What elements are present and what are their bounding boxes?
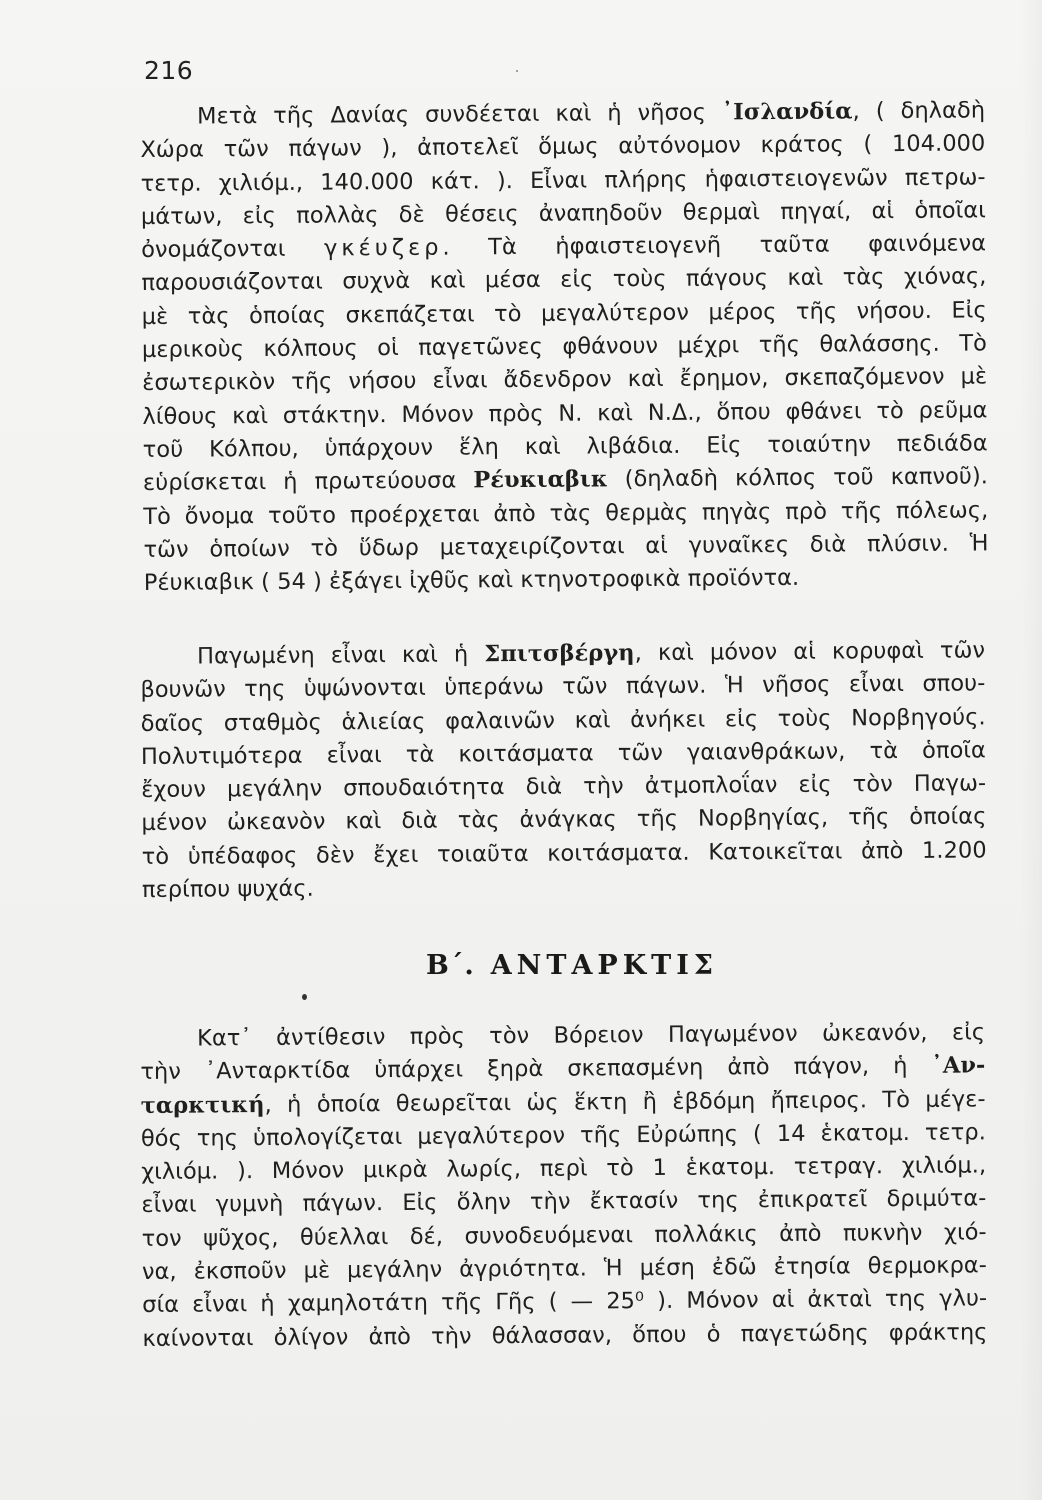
text-line: λίθους καὶ στάκτην. Μόνον πρὸς Ν. καὶ Ν.Δ., ὅπου φθάνει τὸ ρεῦμα <box>142 397 988 430</box>
text-line: να, ἐκσποῦν μὲ μεγάλην ἀγριότητα. Ἡ μέση ἐδῶ ἐτησία θερμοκρα- <box>141 1252 988 1286</box>
text-line: χιλιόμ. ). Μόνον μικρὰ λωρίς, περὶ τὸ 1 ἑκατομ. τετραγ. χιλιόμ., <box>141 1152 987 1186</box>
heading-title: ΑΝΤΑΡΚΤΙΣ <box>490 950 718 981</box>
text-segment: (δηλαδὴ κόλπος τοῦ καπνοῦ). <box>607 463 989 493</box>
text-line: Κατ᾿ ἀντίθεσιν πρὸς τὸν Βόρειον Παγωμένον ὠκεανόν, εἰς <box>197 1019 986 1052</box>
page-number: 216 <box>144 56 194 85</box>
page-edge-shadow <box>1020 0 1042 1500</box>
text-line: δαῖος σταθμὸς ἁλιείας φαλαινῶν καὶ ἀνήκει εἰς τοὺς Νορβηγούς. <box>140 703 986 737</box>
text-line: τετρ. χιλιόμ., 140.000 κάτ. ). Εἶναι πλήρης ἡφαιστειογενῶν πετρω- <box>140 163 986 197</box>
speck-mark <box>516 70 518 72</box>
text-segment: , καὶ μόνον αἱ κορυφαὶ τῶν <box>634 637 986 667</box>
paragraph-antarctica <box>140 1016 988 1356</box>
text-line: καίνονται ὀλίγον ἀπὸ τὴν θάλασσαν, ὅπου ὁ παγετώδης φράκτης <box>142 1319 988 1352</box>
text-line: τον ψῦχος, θύελλαι δέ, συνοδευόμεναι πολλάκις ἀπὸ πυκνὴν χιό- <box>141 1219 987 1252</box>
print-dot <box>302 994 307 1000</box>
text-segment: ὀνομάζονται <box>141 235 325 264</box>
text-line: βουνῶν της ὑψώνονται ὑπεράνω τῶν πάγων. Ἡ νῆσος εἶναι σπου- <box>140 670 986 704</box>
text-segment: εὑρίσκεται ἡ πρωτεύουσα <box>142 467 474 497</box>
text-line: θός της ὑπολογίζεται μεγαλύτερον τῆς Εὐρώπης ( 14 ἑκατομ. τετρ. <box>140 1119 986 1152</box>
term-geyser: γκέυζερ <box>323 234 443 262</box>
text-line: Χώρα τῶν πάγων ), ἀποτελεῖ ὅμως αὐτόνομον κράτος ( 104.000 <box>140 130 986 164</box>
term-antarctica-cont: ταρκτική <box>140 1091 265 1119</box>
text-line: Τὸ ὄνομα τοῦτο προέρχεται ἀπὸ τὰς θερμὰς πηγὰς πρὸ τῆς πόλεως, <box>143 496 989 530</box>
term-reykjavik: Ρέυκιαβικ <box>473 466 608 494</box>
text-segment: τὴν ᾿Ανταρκτίδα ὑπάρχει ξηρὰ σκεπασμένη ἀπὸ πάγον, ἡ <box>140 1053 932 1086</box>
text-segment: , ( δηλαδὴ <box>852 97 986 125</box>
text-line: Ρέυκιαβικ ( 54 ) ἐξάγει ἰχθῦς καὶ κτηνοτροφικὰ προϊόντα. <box>143 564 800 597</box>
paragraph-spitsbergen <box>140 634 987 907</box>
text-line: παρουσιάζονται συχνὰ καὶ μέσα εἰς τοὺς πάγους καὶ τὰς χιόνας, <box>141 263 987 297</box>
heading-number: Β΄. <box>426 950 475 981</box>
text-line: σία εἶναι ἡ χαμηλοτάτη τῆς Γῆς ( — 25⁰ ). Μόνον αἱ ἀκταὶ της γλυ- <box>142 1285 988 1319</box>
text-line: Πολυτιμότερα εἶναι τὰ κοιτάσματα τῶν γαιανθράκων, τὰ ὁποῖα <box>140 737 986 770</box>
term-spitsbergen: Σπιτσβέργη <box>484 640 635 668</box>
text-line: τῶν ὁποίων τὸ ὕδωρ μεταχειρίζονται αἱ γυναῖκες διὰ πλύσιν. Ἡ <box>143 530 989 563</box>
text-line: μένον ὠκεανὸν καὶ διὰ τὰς ἀνάγκας τῆς Νορβηγίας, τῆς ὁποίας <box>141 803 987 837</box>
text-line: ἔχουν μεγάλην σπουδαιότητα διὰ τὴν ἀτμοπλοΐαν εἰς τὸν Παγω- <box>141 770 987 804</box>
text-segment: Μετὰ τῆς Δανίας συνδέεται καὶ ἡ νῆσος <box>197 99 722 130</box>
text-segment: , ἡ ὁποία θεωρεῖται ὡς ἕκτη ἢ ἑβδόμη ἤπειρος. Τὸ μέγε- <box>264 1085 986 1118</box>
term-iceland: ᾿Ισλανδία <box>721 98 853 126</box>
text-line: μάτων, εἰς πολλὰς δὲ θέσεις ἀναπηδοῦν θερμαὶ πηγαί, αἱ ὁποῖαι <box>140 197 986 230</box>
text-segment: Παγωμένη εἶναι καὶ ἡ <box>197 641 485 670</box>
text-line: περίπου ψυχάς. <box>141 875 314 904</box>
text-segment: . Τὰ ἡφαιστειογενῆ ταῦτα φαινόμενα <box>442 230 987 261</box>
text-line: μὲ τὰς ὁποίας σκεπάζεται τὸ μεγαλύτερον μέρος τῆς νήσου. Εἰς <box>141 297 987 330</box>
text-line: τοῦ Κόλπου, ὑπάρχουν ἕλη καὶ λιβάδια. Εἰς τοιαύτην πεδιάδα <box>142 430 988 463</box>
paragraph-iceland <box>140 94 989 600</box>
term-antarctica: ᾿Αν- <box>931 1052 986 1080</box>
text-line: εἶναι γυμνὴ πάγων. Εἰς ὅλην τὴν ἔκτασίν της ἐπικρατεῖ δριμύτα- <box>141 1185 987 1219</box>
section-heading <box>426 950 718 981</box>
text-line: ἐσωτερικὸν τῆς νήσου εἶναι ἄδενδρον καὶ ἔρημον, σκεπαζόμενον μὲ <box>142 363 988 397</box>
text-line: μερικοὺς κόλπους οἱ παγετῶνες φθάνουν μέχρι τῆς θαλάσσης. Τὸ <box>141 330 988 364</box>
text-line: τὸ ὑπέδαφος δὲν ἔχει τοιαῦτα κοιτάσματα. Κατοικεῖται ἀπὸ 1.200 <box>141 837 987 870</box>
